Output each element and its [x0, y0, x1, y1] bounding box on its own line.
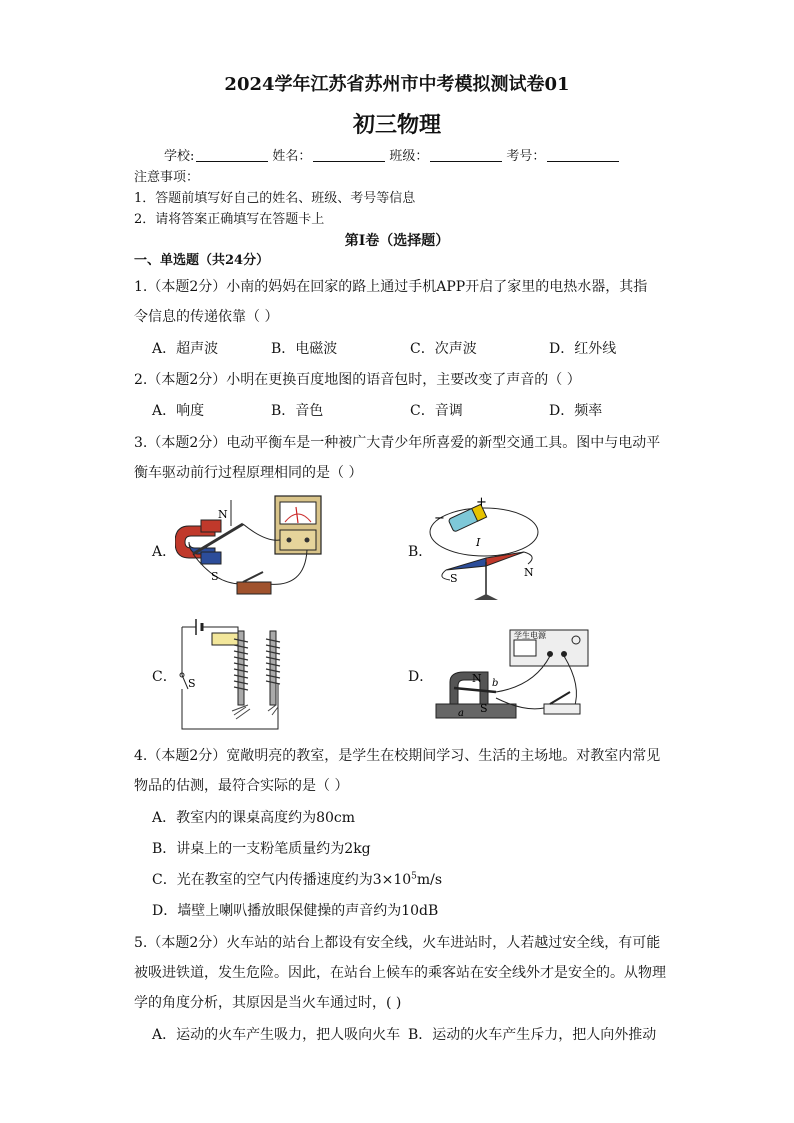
- question-4-text: 4.（本题2分）宽敞明亮的教室，是学生在校期间学习、生活的主场地。对教室内常见: [134, 748, 661, 764]
- notes-heading: 注意事项：: [134, 170, 200, 185]
- section-title: 一、单选题（共24分）: [134, 253, 270, 268]
- q3-option-a[interactable]: A．: [152, 544, 177, 560]
- label-n: N: [524, 566, 534, 579]
- figure-a-magnet-circuit: [175, 492, 335, 604]
- q4-option-c-unit: m/s: [416, 872, 443, 888]
- q2-option-a[interactable]: A．响度: [152, 403, 205, 419]
- school-blank: [196, 149, 268, 162]
- q4-option-c-text: C．光在教室的空气内传播速度约为3×10: [152, 872, 412, 888]
- q1-option-d[interactable]: D．红外线: [549, 341, 617, 357]
- current-label: I: [476, 536, 481, 549]
- label-s: S: [480, 702, 488, 715]
- school-label: 学校:: [164, 149, 195, 164]
- minus-label: −: [434, 511, 445, 526]
- compass-needle-icon: [446, 552, 524, 600]
- q2-option-c[interactable]: C．音调: [410, 403, 463, 419]
- note-item: 2．请将答案正确填写在答题卡上: [134, 212, 325, 227]
- q4-option-d[interactable]: D．墙壁上喇叭播放眼保健操的声音约为10dB: [152, 903, 439, 919]
- label-s: S: [450, 572, 458, 585]
- q3-option-d[interactable]: D．: [408, 669, 434, 685]
- exam-title: 2024学年江苏省苏州市中考模拟测试卷01: [224, 74, 570, 95]
- label-a: a: [458, 708, 464, 719]
- pins-icon: [232, 705, 278, 719]
- figure-b-oersted: [428, 492, 558, 604]
- q4-option-c-exponent: 5: [411, 871, 417, 882]
- power-supply-label: 学生电源: [514, 631, 546, 640]
- plus-label: +: [476, 495, 487, 510]
- label-s: S: [211, 570, 219, 583]
- exam-number-label: 考号：: [506, 149, 546, 164]
- q5-option-b[interactable]: B．运动的火车产生斥力，把人向外推动: [408, 1027, 657, 1043]
- volume-title: 第I卷（选择题）: [344, 233, 450, 249]
- figure-d-motor-principle: [434, 626, 594, 724]
- class-label: 班级：: [389, 149, 429, 164]
- student-info-row: [164, 145, 623, 164]
- question-5-text-cont: 被吸进铁道，发生危险。因此，在站台上候车的乘客站在安全线外才是安全的。从物理: [134, 965, 666, 981]
- battery-icon: [196, 619, 202, 635]
- power-supply-icon: [510, 630, 588, 666]
- q4-option-b[interactable]: B．讲桌上的一支粉笔质量约为2kg: [152, 841, 371, 857]
- label-b: b: [492, 678, 499, 689]
- label-s: S: [188, 677, 196, 690]
- q5-option-a[interactable]: A．运动的火车产生吸力，把人吸向火车: [152, 1027, 401, 1043]
- switch-icon: [544, 692, 580, 714]
- exam-number-blank: [547, 149, 619, 162]
- q1-option-c[interactable]: C．次声波: [410, 341, 477, 357]
- question-5-text: 5.（本题2分）火车站的站台上都设有安全线，火车进站时，人若越过安全线，有可能: [134, 935, 661, 951]
- q1-option-a[interactable]: A．超声波: [152, 341, 219, 357]
- label-n: N: [472, 672, 482, 685]
- galvanometer-icon: [275, 496, 321, 554]
- question-4-text-cont: 物品的估测，最符合实际的是（ ）: [134, 778, 349, 794]
- class-blank: [430, 149, 502, 162]
- note-item: 1．答题前填写好自己的姓名、班级、考号等信息: [134, 191, 416, 206]
- q3-option-b[interactable]: B．: [408, 544, 433, 560]
- name-blank: [313, 149, 385, 162]
- figure-c-electromagnet: [178, 615, 298, 733]
- switch-icon: [237, 572, 271, 594]
- q2-option-b[interactable]: B．音色: [271, 403, 324, 419]
- q1-option-b[interactable]: B．电磁波: [271, 341, 338, 357]
- conductor-rod-icon: [454, 688, 496, 692]
- q4-option-a[interactable]: A．教室内的课桌高度约为80cm: [152, 810, 356, 826]
- question-3-text: 3.（本题2分）电动平衡车是一种被广大青少年所喜爱的新型交通工具。图中与电动平: [134, 435, 661, 451]
- question-1-text-cont: 令信息的传递依靠（ ）: [134, 309, 279, 325]
- coil-icon: [234, 631, 280, 705]
- q4-option-c[interactable]: [152, 869, 442, 889]
- name-label: 姓名：: [272, 149, 312, 164]
- question-3-text-cont: 衡车驱动前行过程原理相同的是（ ）: [134, 465, 363, 481]
- subject-title: 初三物理: [352, 112, 441, 138]
- question-1-text: 1.（本题2分）小南的妈妈在回家的路上通过手机APP开启了家里的电热水器，其指: [134, 279, 648, 295]
- question-2-text: 2.（本题2分）小明在更换百度地图的语音包时，主要改变了声音的（ ）: [134, 372, 581, 388]
- q2-option-d[interactable]: D．频率: [549, 403, 603, 419]
- label-n: N: [218, 508, 228, 521]
- q3-option-c[interactable]: C．: [152, 669, 177, 685]
- question-5-text-cont2: 学的角度分析，其原因是当火车通过时，( ): [134, 995, 402, 1011]
